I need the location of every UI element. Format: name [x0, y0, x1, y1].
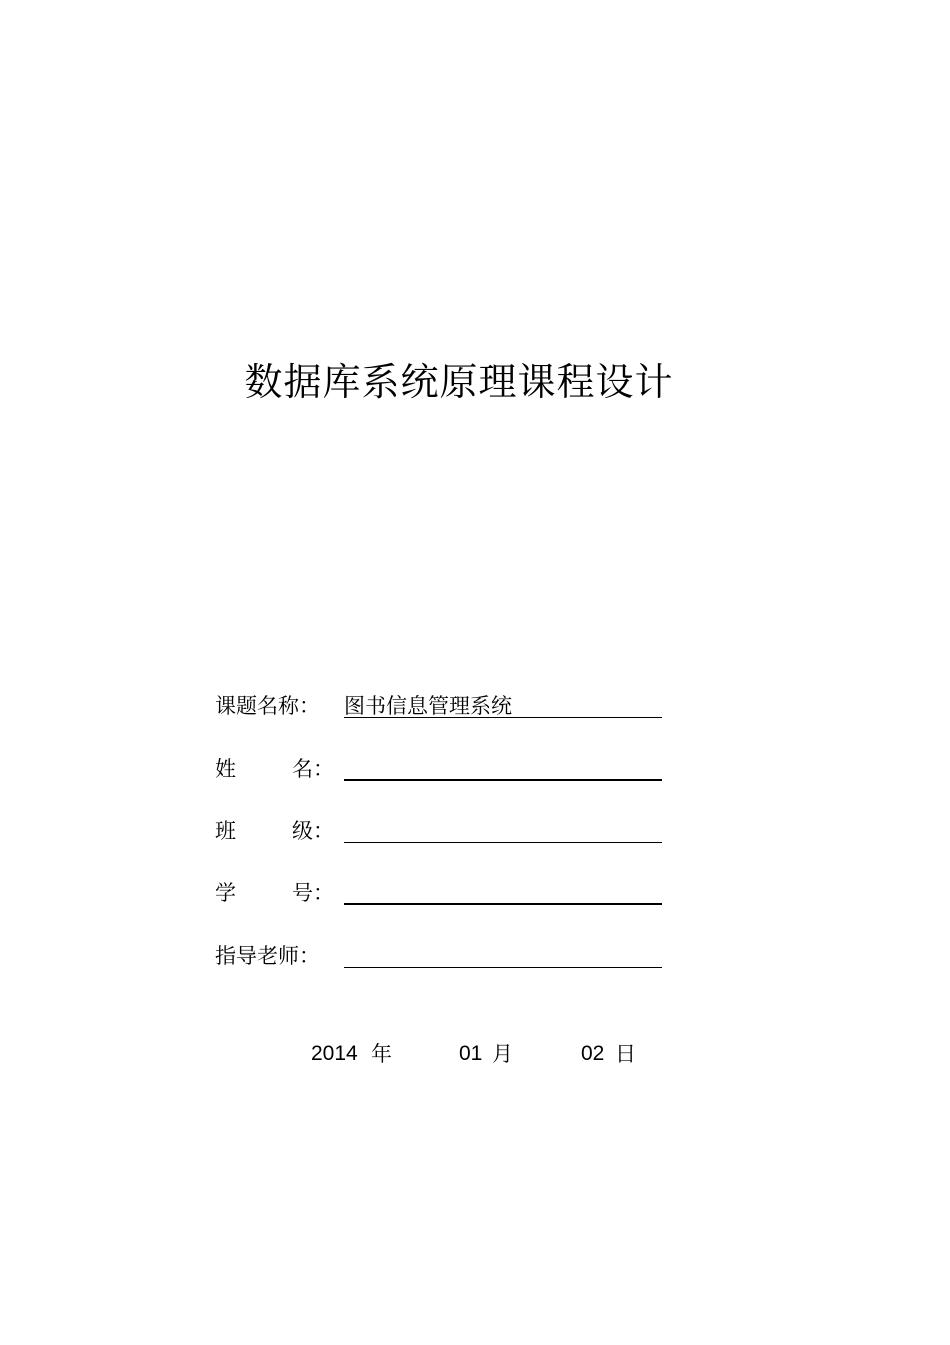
date-month: 01 — [459, 1042, 483, 1065]
advisor-underline — [344, 967, 662, 968]
class-label-char2: 级： — [292, 819, 334, 843]
class-label — [215, 817, 335, 845]
name-label — [215, 755, 335, 783]
date-year: 2014 — [311, 1042, 358, 1065]
topic-label: 课题名称： — [215, 694, 320, 718]
advisor-label: 指导老师： — [215, 944, 320, 968]
class-label-char1: 班 — [215, 819, 236, 843]
date-year-unit: 年 — [371, 1042, 392, 1066]
name-label-char2: 名： — [292, 757, 334, 781]
name-label-char1: 姓 — [215, 757, 236, 781]
name-underline — [344, 779, 662, 781]
student-id-label-char2: 号： — [292, 881, 334, 905]
student-id-label — [215, 879, 335, 907]
cover-title: 数据库系统原理课程设计 — [244, 360, 674, 404]
date-month-unit: 月 — [492, 1042, 513, 1066]
student-id-underline — [344, 903, 662, 905]
class-underline — [344, 842, 662, 843]
topic-underline — [344, 717, 662, 718]
student-id-label-char1: 学 — [215, 881, 236, 905]
topic-value: 图书信息管理系统 — [344, 694, 512, 718]
date-day: 02 — [581, 1042, 605, 1065]
date-day-unit: 日 — [615, 1042, 636, 1066]
